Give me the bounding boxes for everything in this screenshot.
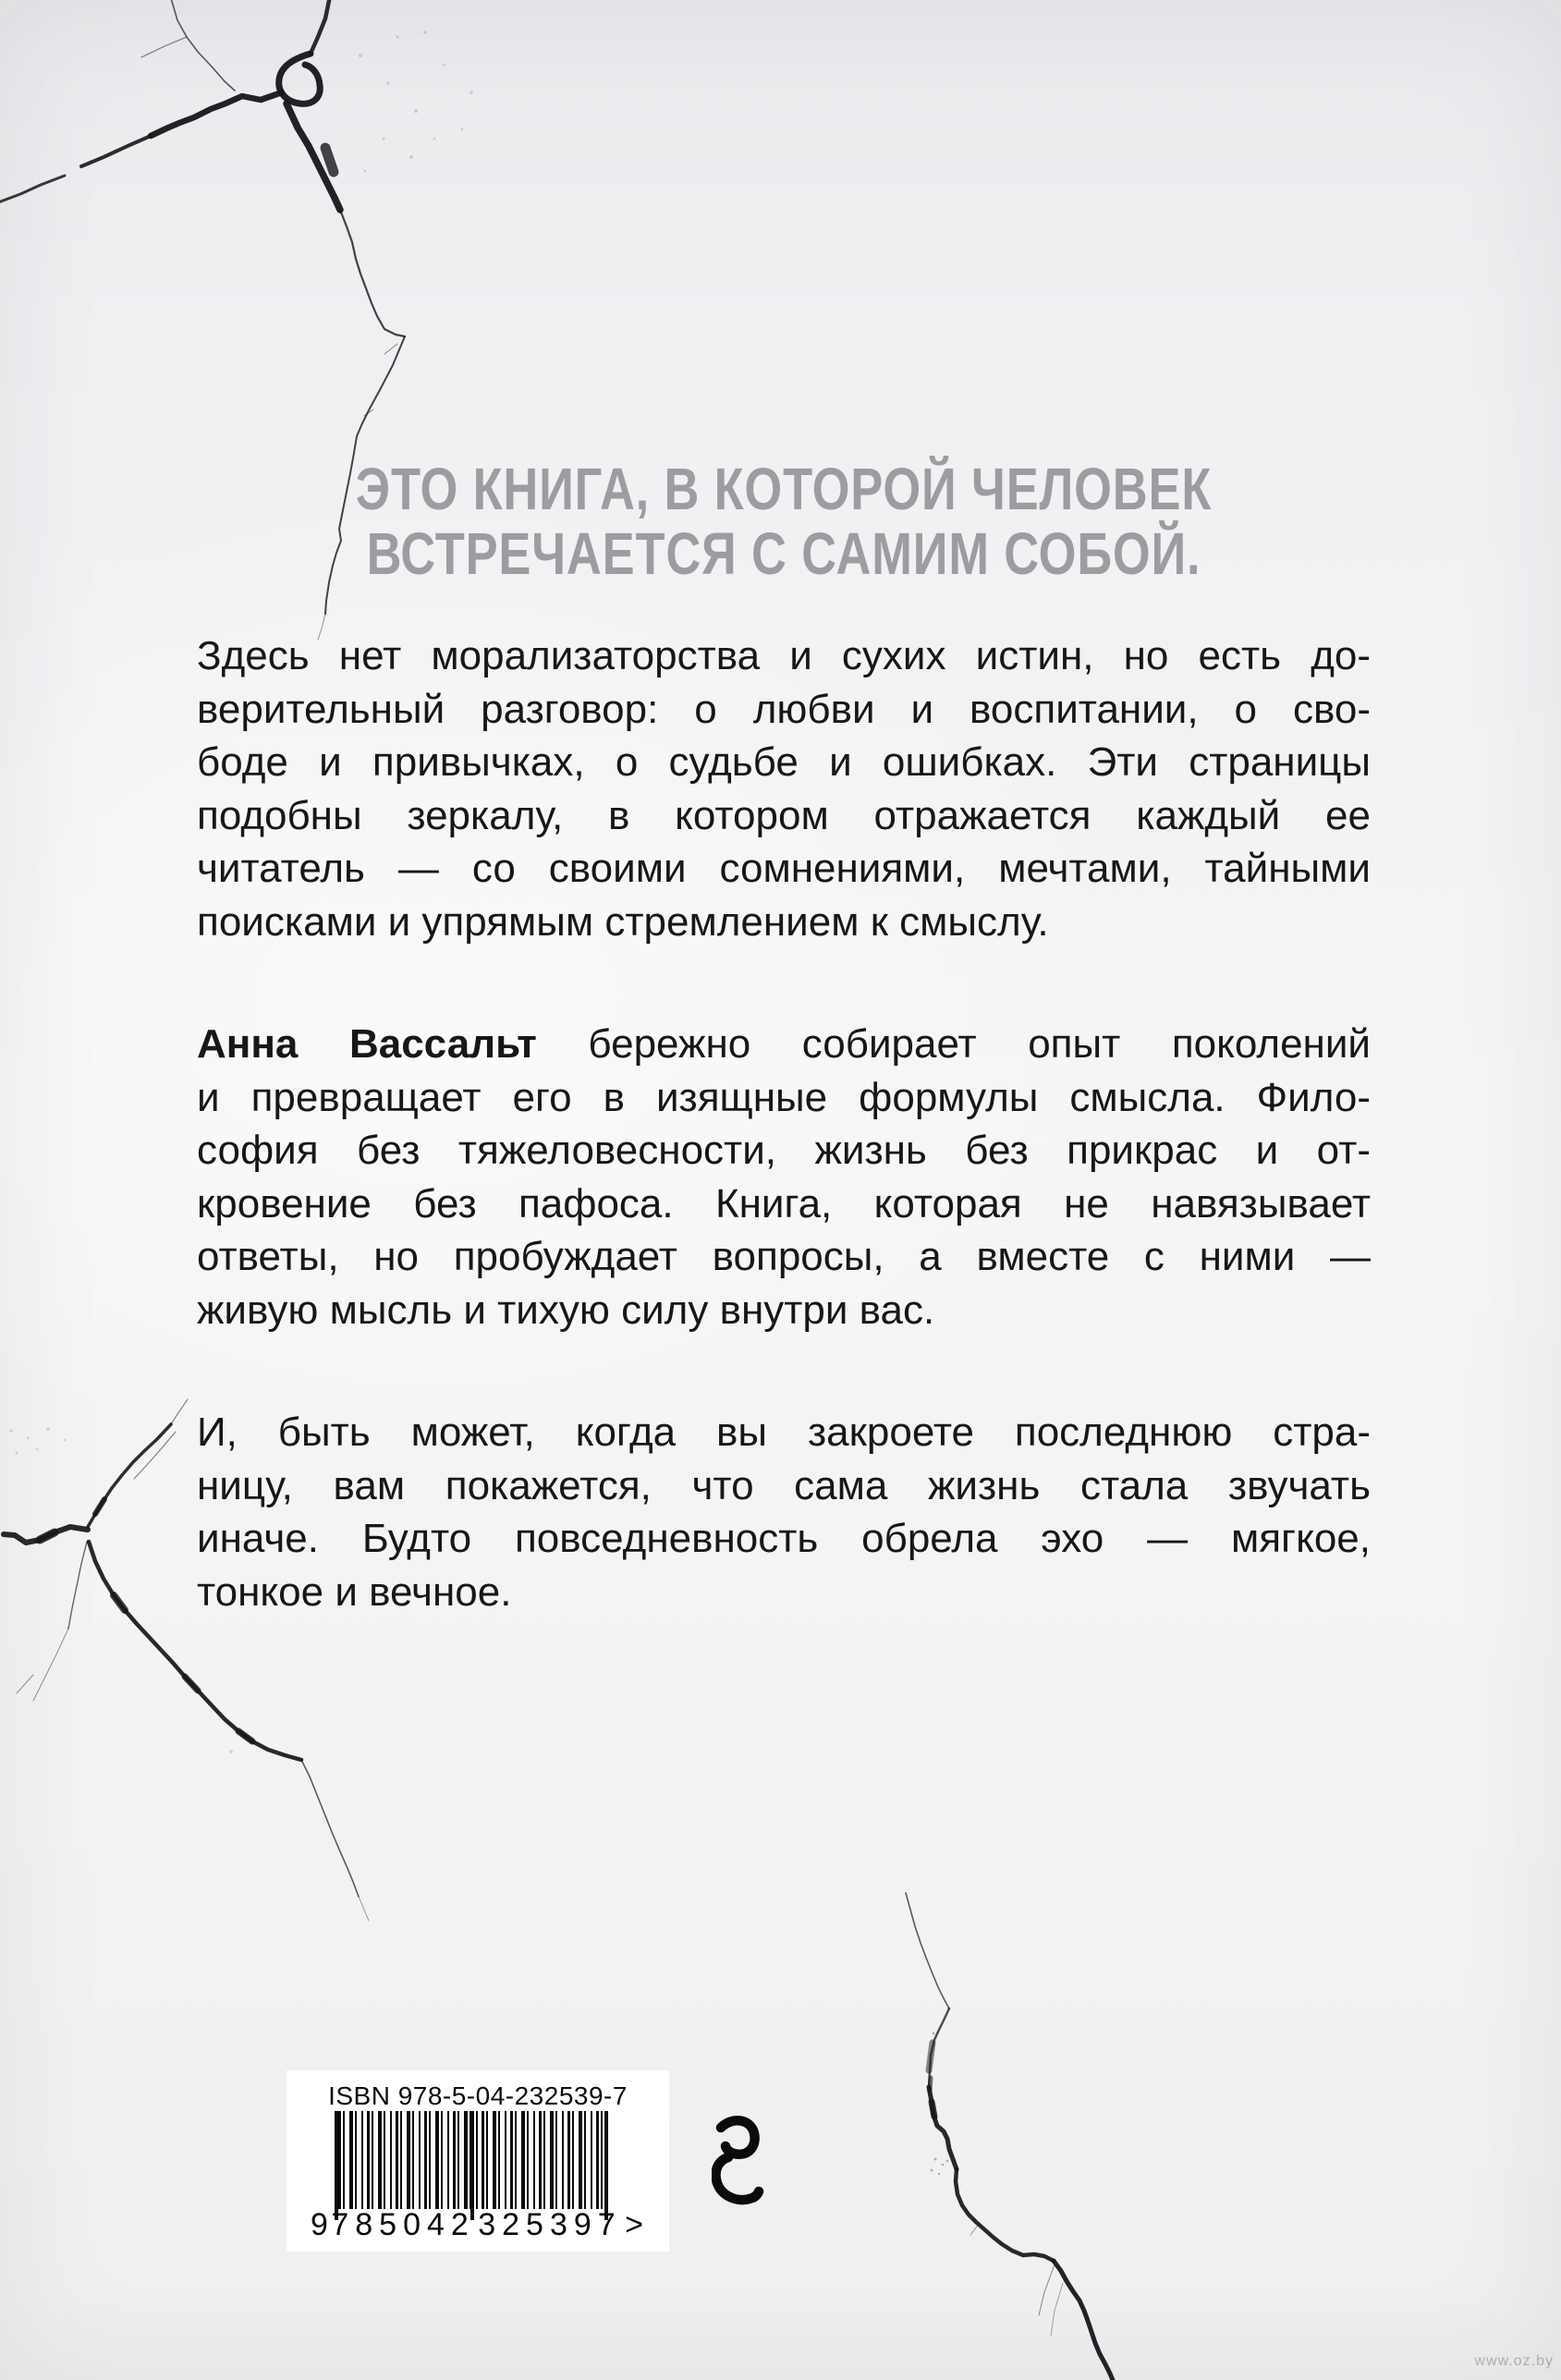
text-line: ответы, но пробуждает вопросы, а вместе с ними — xyxy=(197,1234,1371,1279)
text-line: верительный разговор: о любви и воспитании, о сво- xyxy=(197,686,1371,732)
text-line: кровение без пафоса. Книга, которая не навязывает xyxy=(197,1180,1371,1227)
text-line: софия без тяжеловесности, жизнь без прикрас и от- xyxy=(197,1128,1371,1173)
watermark: www.oz.by xyxy=(1474,2353,1554,2369)
text-line: поисками и упрямым стремлением к смыслу. xyxy=(197,898,1049,945)
paragraph xyxy=(197,1406,1371,1618)
text-line: живую мысль и тихую силу внутри вас. xyxy=(197,1287,935,1333)
text-line: Здесь нет морализаторства и сухих истин, но есть до- xyxy=(197,633,1371,678)
text-line: и превращает его в изящные формулы смысла. Фило- xyxy=(197,1074,1371,1120)
text-line: иначе. Будто повседневность обрела эхо — мягкое, xyxy=(197,1516,1371,1561)
text-line: читатель — со своими сомнениями, мечтами, тайными xyxy=(197,846,1371,891)
isbn-block xyxy=(287,2070,669,2252)
text-line: И, быть может, когда вы закроете последнюю стра- xyxy=(197,1410,1371,1455)
eksmo-logo-icon xyxy=(712,2115,765,2209)
paragraph xyxy=(197,629,1371,948)
barcode-guard-left xyxy=(335,2111,338,2220)
author-name: Анна Вассальт xyxy=(197,1021,537,1067)
text-line: Анна Вассальт бережно собирает опыт поколений xyxy=(197,1021,1371,1067)
isbn-number: ISBN 978-5-04-232539-7 xyxy=(328,2081,628,2110)
tagline xyxy=(197,457,1371,586)
text-line: тонкое и вечное. xyxy=(197,1568,512,1615)
barcode-guard-middle xyxy=(470,2111,474,2220)
paragraph xyxy=(197,1018,1371,1336)
tagline-line-1: ЭТО КНИГА, В КОТОРОЙ ЧЕЛОВЕК xyxy=(355,456,1213,522)
barcode-digit-group-1: 785042 xyxy=(331,2207,475,2242)
tagline-line-2: ВСТРЕЧАЕТСЯ С САМИМ СОБОЙ. xyxy=(366,520,1201,587)
text-line: ницу, вам покажется, что сама жизнь стала звучать xyxy=(197,1462,1371,1508)
text-line: боде и привычках, о судьбе и ошибках. Эти страницы xyxy=(197,739,1371,785)
body-paragraphs xyxy=(197,629,1371,1688)
barcode-digits xyxy=(311,2207,643,2243)
text-line: подобны зеркалу, в котором отражается каждый ее xyxy=(197,792,1371,838)
barcode-guard-right xyxy=(604,2111,608,2220)
barcode-digit-lead: 9 xyxy=(311,2207,328,2242)
barcode-digit-tail: > xyxy=(625,2207,643,2242)
barcode-digit-group-2: 325397 xyxy=(478,2207,622,2242)
